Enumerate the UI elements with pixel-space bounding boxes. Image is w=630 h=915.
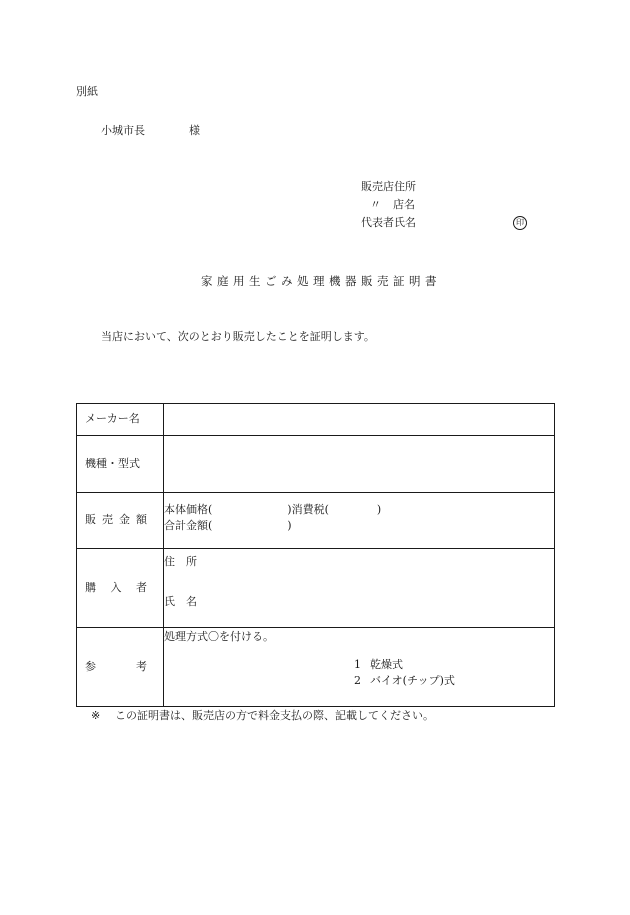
buyer-label-char-1: 購 xyxy=(85,580,96,594)
store-info-block xyxy=(361,180,416,234)
price-label xyxy=(77,493,164,549)
buyer-address-label: 住 所 xyxy=(164,555,197,568)
method-2-text: バイオ(チップ)式 xyxy=(370,674,455,688)
maker-field[interactable] xyxy=(164,404,555,436)
price-label-char-3: 金 xyxy=(119,513,130,527)
certification-statement: 当店において、次のとおり販売したことを証明します。 xyxy=(101,330,375,343)
notes-label-spread xyxy=(85,660,147,674)
maker-label: メーカー名 xyxy=(77,404,164,436)
notes-field[interactable] xyxy=(164,628,555,707)
price-label-char-1: 販 xyxy=(85,513,96,527)
buyer-label xyxy=(77,549,164,628)
notes-label-char-2: 考 xyxy=(136,659,147,673)
certificate-table xyxy=(76,403,555,707)
method-item-1[interactable] xyxy=(354,658,554,674)
price-row xyxy=(77,493,555,549)
footnote-mark: ※ xyxy=(91,709,101,722)
buyer-name-label: 氏 名 xyxy=(164,595,197,608)
representative-label: 代表者氏名 xyxy=(361,216,416,229)
notes-row xyxy=(77,628,555,707)
method-2-num: 2 xyxy=(354,674,361,688)
seal-mark: 印 xyxy=(513,216,527,230)
addressee-name: 小城市長 xyxy=(101,124,145,137)
store-name-line xyxy=(361,198,416,216)
buyer-label-char-3: 者 xyxy=(136,580,147,594)
model-label: 機種・型式 xyxy=(77,436,164,493)
notes-label-char-1: 参 xyxy=(85,659,96,673)
model-field[interactable] xyxy=(164,436,555,493)
ditto-mark: 〃 xyxy=(370,198,381,211)
price-field[interactable] xyxy=(164,493,555,549)
document-title: 家庭用生ごみ処理機器販売証明書 xyxy=(201,274,441,288)
buyer-field[interactable] xyxy=(164,549,555,628)
store-name-label: 店名 xyxy=(393,198,415,211)
method-1-num: 1 xyxy=(354,658,361,672)
method-list xyxy=(164,658,554,690)
store-address-label: 販売店住所 xyxy=(361,180,416,193)
buyer-row xyxy=(77,549,555,628)
buyer-label-spread xyxy=(85,581,147,595)
notes-instruction: 処理方式〇を付ける。 xyxy=(164,630,274,643)
price-label-spread xyxy=(85,513,147,527)
notes-label xyxy=(77,628,164,707)
tax-close: ) xyxy=(376,503,382,516)
attachment-label: 別紙 xyxy=(76,85,98,98)
method-item-2[interactable] xyxy=(354,674,554,690)
addressee xyxy=(101,124,200,138)
total-label: 合計金額( xyxy=(164,519,213,532)
body-price-line xyxy=(164,503,554,519)
maker-row xyxy=(77,404,555,436)
buyer-label-char-2: 入 xyxy=(110,580,122,594)
honorific: 様 xyxy=(189,124,200,137)
total-close: ) xyxy=(287,519,292,532)
model-row xyxy=(77,436,555,493)
body-price-label: 本体価格( xyxy=(164,503,213,516)
footnote-text: この証明書は、販売店の方で料金支払の際、記載してください。 xyxy=(115,709,434,722)
tax-label: )消費税( xyxy=(287,503,329,516)
method-1-text: 乾燥式 xyxy=(370,658,403,672)
total-line xyxy=(164,519,554,535)
price-label-char-4: 額 xyxy=(136,513,147,527)
footnote xyxy=(91,709,434,723)
price-label-char-2: 売 xyxy=(102,513,113,527)
